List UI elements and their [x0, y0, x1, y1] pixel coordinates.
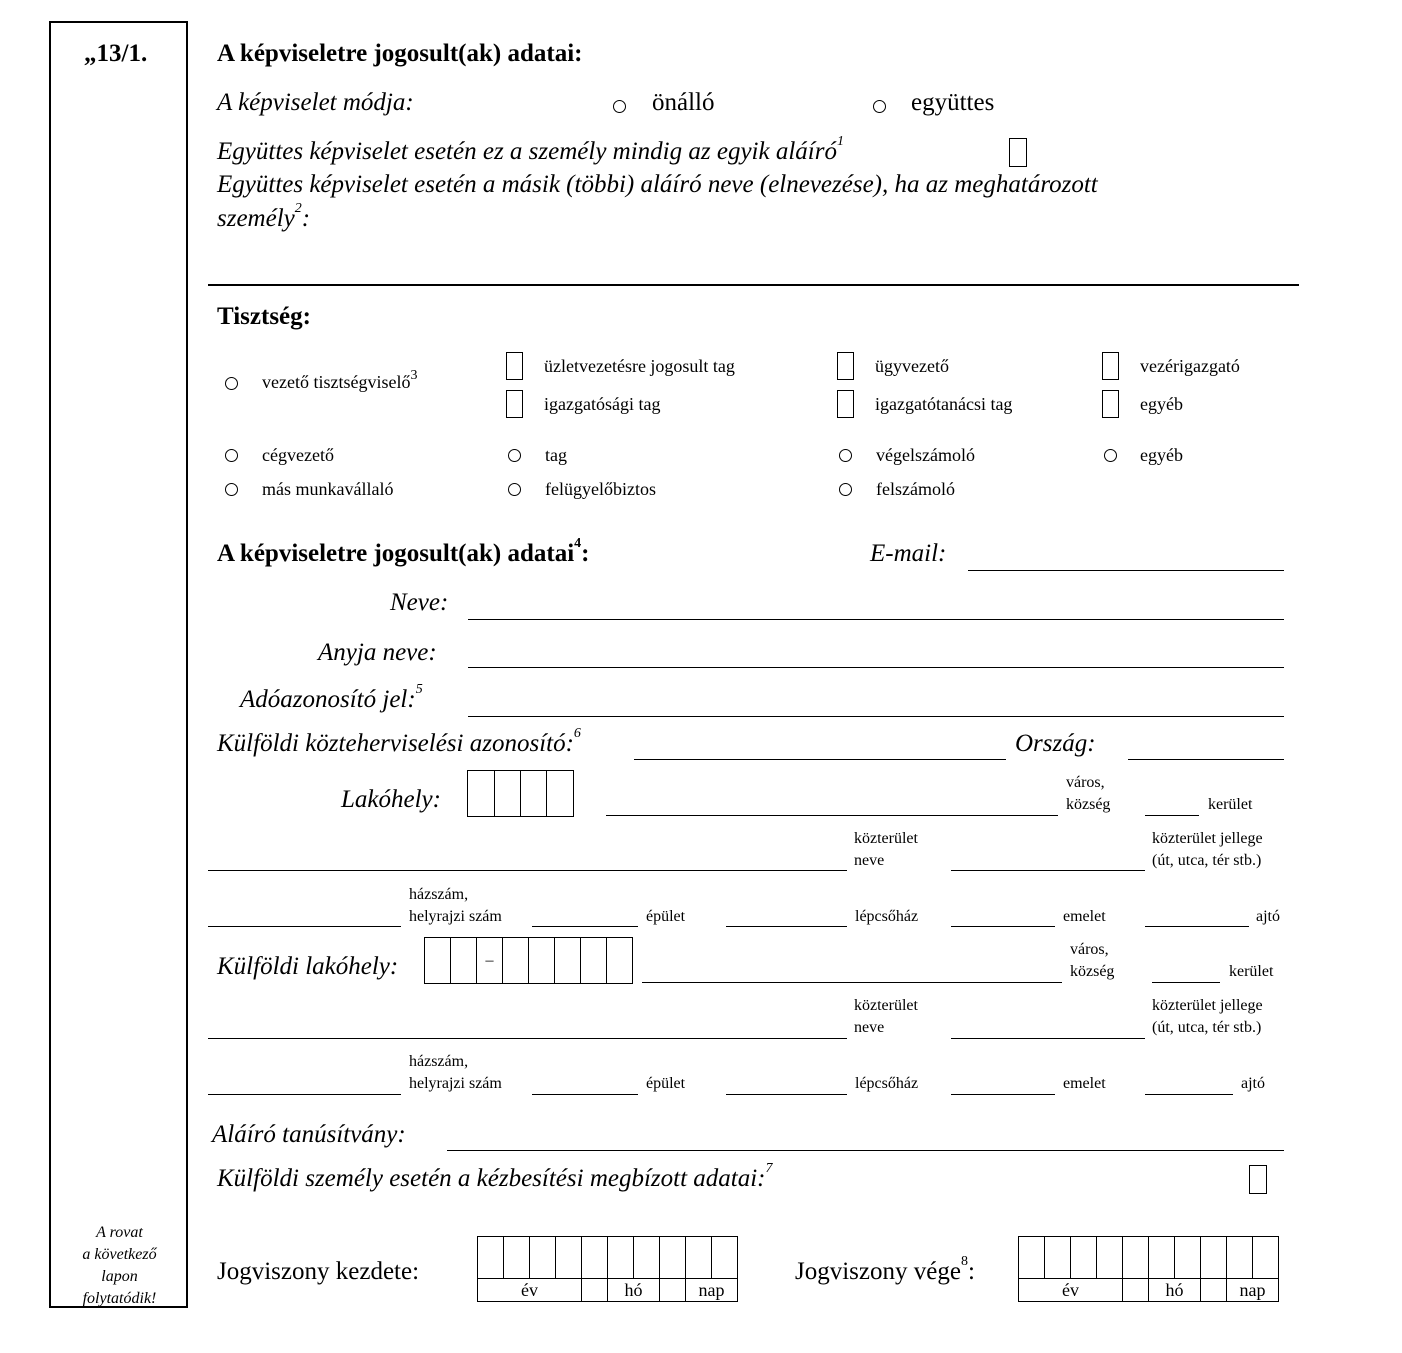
- tax-id-label: Adóazonosító jel:$^5$: [240, 682, 423, 713]
- management-board-member-label: igazgatótanácsi tag: [875, 394, 1013, 414]
- foreign-residence-city-field[interactable]: [642, 982, 1062, 983]
- residence-house-number-field[interactable]: [208, 926, 401, 927]
- residence-floor-label: emelet: [1063, 908, 1106, 925]
- foreign-residence-floor-label: emelet: [1063, 1075, 1106, 1092]
- radio-other-employee[interactable]: [225, 483, 238, 496]
- residence-staircase-label: lépcsőház: [855, 908, 919, 925]
- other-b-label: egyéb: [1140, 445, 1183, 465]
- foreign-residence-building-field[interactable]: [532, 1094, 638, 1095]
- supervisory-commissioner-label: felügyelőbiztos: [545, 479, 656, 499]
- end-year-label: év: [1019, 1279, 1123, 1301]
- residence-city-field[interactable]: [606, 815, 1058, 816]
- country-field[interactable]: [1128, 759, 1284, 760]
- residence-label: Lakóhely:: [341, 786, 441, 813]
- person-title: A képviseletre jogosult(ak) adatai$^4$:: [217, 536, 590, 567]
- other-employee-label: más munkavállaló: [262, 479, 394, 499]
- residence-street-name-label: közterület neve: [854, 830, 918, 869]
- joint-signer-text: Együttes képviselet esetén ez a személy mindig az egyik aláíró$^1$: [217, 134, 844, 165]
- name-field[interactable]: [468, 619, 1284, 620]
- start-year-label: év: [478, 1279, 582, 1301]
- end-day-label: nap: [1227, 1279, 1279, 1301]
- foreign-residence-street-name-field[interactable]: [208, 1038, 847, 1039]
- receiver-label: felszámoló: [876, 479, 955, 499]
- foreign-residence-floor-field[interactable]: [951, 1094, 1055, 1095]
- foreign-residence-staircase-field[interactable]: [726, 1094, 847, 1095]
- radio-senior-officer[interactable]: [225, 377, 238, 390]
- relationship-end-label: Jogviszony vége$^8$:: [795, 1254, 975, 1285]
- foreign-residence-door-field[interactable]: [1145, 1094, 1233, 1095]
- radio-joint[interactable]: [873, 100, 886, 113]
- representation-label: A képviselet módja:: [217, 89, 414, 116]
- senior-officer-label: vezető tisztségviselő$^3$: [262, 368, 418, 392]
- joint-signer-checkbox[interactable]: [1009, 138, 1027, 167]
- board-member-label: igazgatósági tag: [544, 394, 661, 414]
- other-a-label: egyéb: [1140, 394, 1183, 414]
- foreign-tax-id-label: Külföldi közteherviselési azonosító:$^6$: [217, 726, 581, 757]
- checkbox-ceo[interactable]: [1102, 352, 1119, 380]
- foreign-residence-district-label: kerület: [1229, 963, 1274, 980]
- radio-company-manager[interactable]: [225, 449, 238, 462]
- member-label: tag: [545, 445, 567, 465]
- residence-door-field[interactable]: [1145, 926, 1249, 927]
- radio-receiver[interactable]: [839, 483, 852, 496]
- postcode-boxes[interactable]: [467, 770, 574, 817]
- relationship-start-label: Jogviszony kezdete:: [217, 1258, 420, 1285]
- foreign-residence-staircase-label: lépcsőház: [855, 1075, 919, 1092]
- foreign-delivery-label: Külföldi személy esetén a kézbesítési megbízott adatai:$^7$: [217, 1161, 773, 1192]
- foreign-residence-city-label: város, község: [1070, 941, 1115, 980]
- postcode-dash: –: [477, 938, 503, 983]
- section-number: „13/1.: [84, 40, 148, 67]
- liquidator-label: végelszámoló: [876, 445, 975, 465]
- foreign-residence-house-number-field[interactable]: [208, 1094, 401, 1095]
- email-field[interactable]: [968, 570, 1284, 571]
- checkbox-other-a[interactable]: [1102, 390, 1119, 418]
- mother-name-label: Anyja neve:: [318, 639, 437, 666]
- residence-street-type-field[interactable]: [951, 870, 1145, 871]
- managing-member-label: üzletvezetésre jogosult tag: [544, 356, 735, 376]
- checkbox-managing-member[interactable]: [506, 352, 523, 380]
- residence-building-field[interactable]: [532, 926, 638, 927]
- foreign-residence-building-label: épület: [646, 1075, 686, 1092]
- foreign-delivery-checkbox[interactable]: [1249, 1165, 1267, 1194]
- foreign-residence-street-type-field[interactable]: [951, 1038, 1145, 1039]
- residence-building-label: épület: [646, 908, 686, 925]
- start-day-label: nap: [686, 1279, 738, 1301]
- signer-certificate-label: Aláíró tanúsítvány:: [212, 1121, 406, 1148]
- start-month-label: hó: [608, 1279, 660, 1301]
- name-label: Neve:: [390, 589, 449, 616]
- checkbox-board-member[interactable]: [506, 390, 523, 418]
- radio-independent[interactable]: [613, 100, 626, 113]
- radio-liquidator[interactable]: [839, 449, 852, 462]
- residence-district-field[interactable]: [1145, 815, 1199, 816]
- tax-id-field[interactable]: [468, 716, 1284, 717]
- foreign-residence-house-number-label: házszám, helyrajzi szám: [409, 1053, 502, 1092]
- foreign-residence-street-name-label: közterület neve: [854, 997, 918, 1036]
- foreign-postcode-boxes[interactable]: [424, 937, 633, 984]
- relationship-end-date[interactable]: [1018, 1236, 1279, 1302]
- position-title: Tisztség:: [217, 303, 311, 330]
- radio-supervisory-commissioner[interactable]: [508, 483, 521, 496]
- residence-floor-field[interactable]: [951, 926, 1055, 927]
- checkbox-managing-director[interactable]: [837, 352, 854, 380]
- country-label: Ország:: [1015, 730, 1096, 757]
- side-column: [49, 21, 188, 1308]
- option-joint-label: együttes: [911, 89, 995, 116]
- ceo-label: vezérigazgató: [1140, 356, 1240, 376]
- radio-member[interactable]: [508, 449, 521, 462]
- representatives-title: A képviseletre jogosult(ak) adatai:: [217, 40, 583, 67]
- foreign-residence-label: Külföldi lakóhely:: [217, 953, 399, 980]
- foreign-residence-door-label: ajtó: [1241, 1075, 1265, 1092]
- radio-other-b[interactable]: [1104, 449, 1117, 462]
- section-divider: [208, 284, 1299, 286]
- signer-certificate-field[interactable]: [447, 1150, 1284, 1151]
- managing-director-label: ügyvezető: [875, 356, 949, 376]
- email-label: E-mail:: [870, 540, 947, 567]
- residence-house-number-label: házszám, helyrajzi szám: [409, 886, 502, 925]
- side-note: A rovat a következő lapon folytatódik!: [82, 1224, 157, 1307]
- relationship-start-date[interactable]: [477, 1236, 738, 1302]
- checkbox-management-board-member[interactable]: [837, 390, 854, 418]
- end-month-label: hó: [1149, 1279, 1201, 1301]
- other-signer-text: Együttes képviselet esetén a másik (többi) aláíró neve (elnevezése), ha az meghatározott: [217, 171, 1098, 198]
- foreign-residence-street-type-label: közterület jellege (út, utca, tér stb.): [1152, 997, 1263, 1036]
- residence-city-label: város, község: [1066, 774, 1111, 813]
- option-independent-label: önálló: [652, 89, 715, 116]
- residence-door-label: ajtó: [1256, 908, 1280, 925]
- other-signer-text-2: személy$^2$:: [217, 201, 311, 232]
- residence-staircase-field[interactable]: [726, 926, 847, 927]
- residence-street-type-label: közterület jellege (út, utca, tér stb.): [1152, 830, 1263, 869]
- mother-name-field[interactable]: [468, 667, 1284, 668]
- residence-street-name-field[interactable]: [208, 870, 847, 871]
- residence-district-label: kerület: [1208, 796, 1253, 813]
- company-manager-label: cégvezető: [262, 445, 334, 465]
- foreign-residence-district-field[interactable]: [1152, 982, 1220, 983]
- foreign-tax-id-field[interactable]: [634, 759, 1006, 760]
